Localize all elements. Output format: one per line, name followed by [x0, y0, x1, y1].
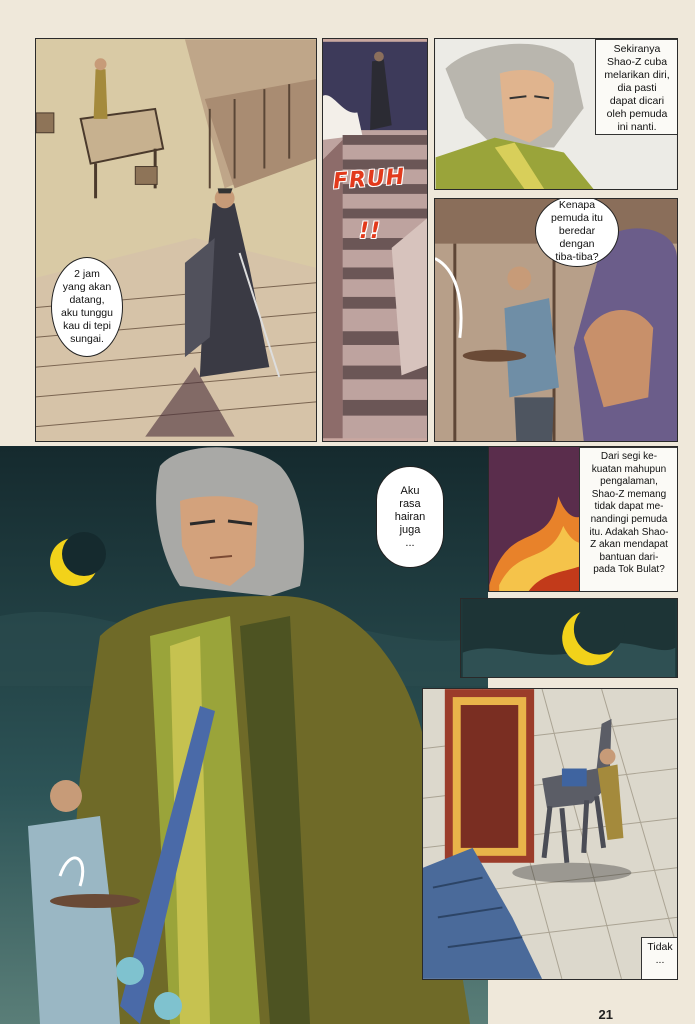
panel-servant-tray [434, 198, 678, 442]
narration-box-question: Dari segi ke- kuatan mahupun pengalaman, Shao-Z memang tidak dapat me- nandingi pemuda itu. Adakah Shao- Z akan mendapat bantuan dari- pada Tok Bulat? [579, 447, 678, 592]
speech-bubble-puzzled: Aku rasa hairan juga ... [376, 466, 444, 568]
narration-box-pursuit: Sekiranya Shao-Z cuba melarikan diri, dia pasti dapat dicari oleh pemuda ini nanti. [595, 39, 678, 135]
sound-effect-exclaim: !! [359, 219, 382, 244]
speech-bubble-question: Kenapa pemuda itu beredar dengan tiba-tiba? [535, 198, 619, 267]
narration-box-no: Tidak ... [641, 937, 678, 980]
panel-fire [488, 446, 678, 592]
panel-courtyard [35, 38, 317, 442]
panel-staircase [322, 38, 428, 442]
page-number: 21 [598, 1007, 613, 1022]
panel-closeup-hero [434, 38, 678, 190]
horse-art [423, 689, 677, 979]
courtyard-art [36, 39, 316, 441]
panel-horse [422, 688, 678, 980]
moon-art [461, 599, 677, 677]
speech-bubble-meeting: 2 jam yang akan datang, aku tunggu kau di tepi sungai. [51, 257, 123, 357]
panel-night-hero [0, 446, 488, 1024]
sound-effect-fruh: FRUH [332, 164, 407, 195]
panel-moon [460, 598, 678, 678]
